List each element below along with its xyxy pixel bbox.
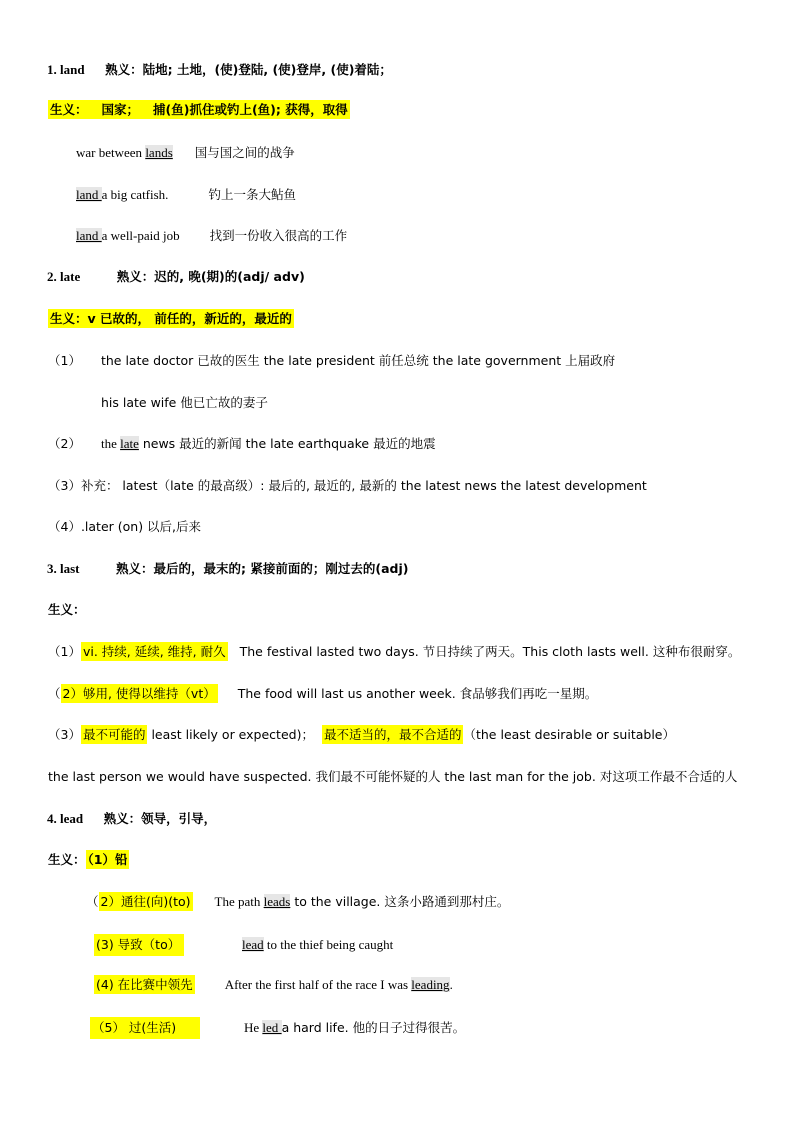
entry-land-familiar: 1. land 熟义：陆地; 土地，(使)登陆, (使)登岸, (使)着陆； (47, 62, 392, 77)
highlight: 2）够用, 使得以维持（vt） (62, 686, 216, 701)
highlight: 最不可能的 (82, 727, 146, 742)
example-land-3: land a well-paid job 找到一份收入很高的工作 (76, 228, 348, 243)
sense-last-1: （1） vi. 持续, 延续, 维持, 耐久 The festival lasted two days. 节日持续了两天。This cloth lasts well. 这种布很耐穿。 (48, 644, 741, 659)
entry-late-new (48, 310, 294, 328)
highlight: 2）通往(向)(to) (100, 894, 191, 909)
heading-land: 1. land (47, 62, 85, 77)
entry-lead-familiar: 4. lead 熟义：领导，引导， (47, 811, 217, 826)
highlight: 最不适当的，最不合适的 (323, 727, 462, 742)
entry-last-familiar: 3. last 熟义：最后的，最末的; 紧接前面的；刚过去的(adj) (47, 561, 409, 576)
heading-late: 2. late (47, 269, 81, 284)
sense-last-3: （3） 最不可能的 least likely or expected)； 最不适当的，最不合适的 （the least desirable or suitable） (48, 727, 675, 742)
sense-late-1: （1） the late doctor 已故的医生 the late president 前任总统 the late government 上届政府 (48, 353, 616, 368)
highlight: (3) 导致（to） (94, 934, 184, 956)
highlight: (4) 在比赛中领先 (96, 977, 193, 992)
sense-late-3: （3）补充： latest（late 的最高级）: 最后的, 最近的, 最新的 the latest news the latest development (48, 478, 647, 493)
highlight: （1）铅 (87, 852, 128, 867)
example-last-3: the last person we would have suspected. 我们最不可能怀疑的人 the last man for the job. 对这项工作最不合适的人 (48, 769, 738, 784)
example-land-1: war between lands 国与国之间的战争 (76, 145, 295, 160)
sense-lead-4: (4) 在比赛中领先 After the first half of the race I was leading. (96, 977, 453, 992)
sense-late-4: （4）.later (on) 以后,后来 (48, 519, 202, 534)
example-land-2: land a big catfish. 钓上一条大鲇鱼 (76, 187, 296, 202)
entry-lead-new: 生义： （1）铅 (48, 852, 128, 867)
highlight: （5） 过(生活) (90, 1017, 200, 1039)
entry-land-new (48, 101, 350, 119)
sense-late-1-cont: his late wife 他已亡故的妻子 (101, 395, 268, 410)
entry-late-familiar: 2. late 熟义：迟的, 晚(期)的(adj/ adv) (47, 269, 305, 284)
highlight: vi. 持续, 延续, 维持, 耐久 (82, 644, 226, 659)
sense-late-2: （2） the late news 最近的新闻 the late earthquake 最近的地震 (48, 436, 436, 451)
sense-lead-5: （5） 过(生活) He led a hard life. 他的日子过得很苦。 (90, 1017, 465, 1039)
sense-lead-2: （ 2）通往(向)(to) The path leads to the village. 这条小路通到那村庄。 (86, 894, 510, 909)
highlight: 生义：v 已故的， 前任的，新近的，最近的 (50, 311, 292, 326)
highlight: 生义： 国家； 捕(鱼)抓住或钓上(鱼); 获得，取得 (50, 102, 348, 117)
sense-lead-3: (3) 导致（to） lead to the thief being caught (94, 934, 393, 956)
heading-lead: 4. lead (47, 811, 84, 826)
heading-last: 3. last (47, 561, 80, 576)
entry-last-new: 生义： (48, 602, 86, 617)
sense-last-2: （ 2）够用, 使得以维持（vt） The food will last us another week. 食品够我们再吃一星期。 (48, 686, 598, 701)
